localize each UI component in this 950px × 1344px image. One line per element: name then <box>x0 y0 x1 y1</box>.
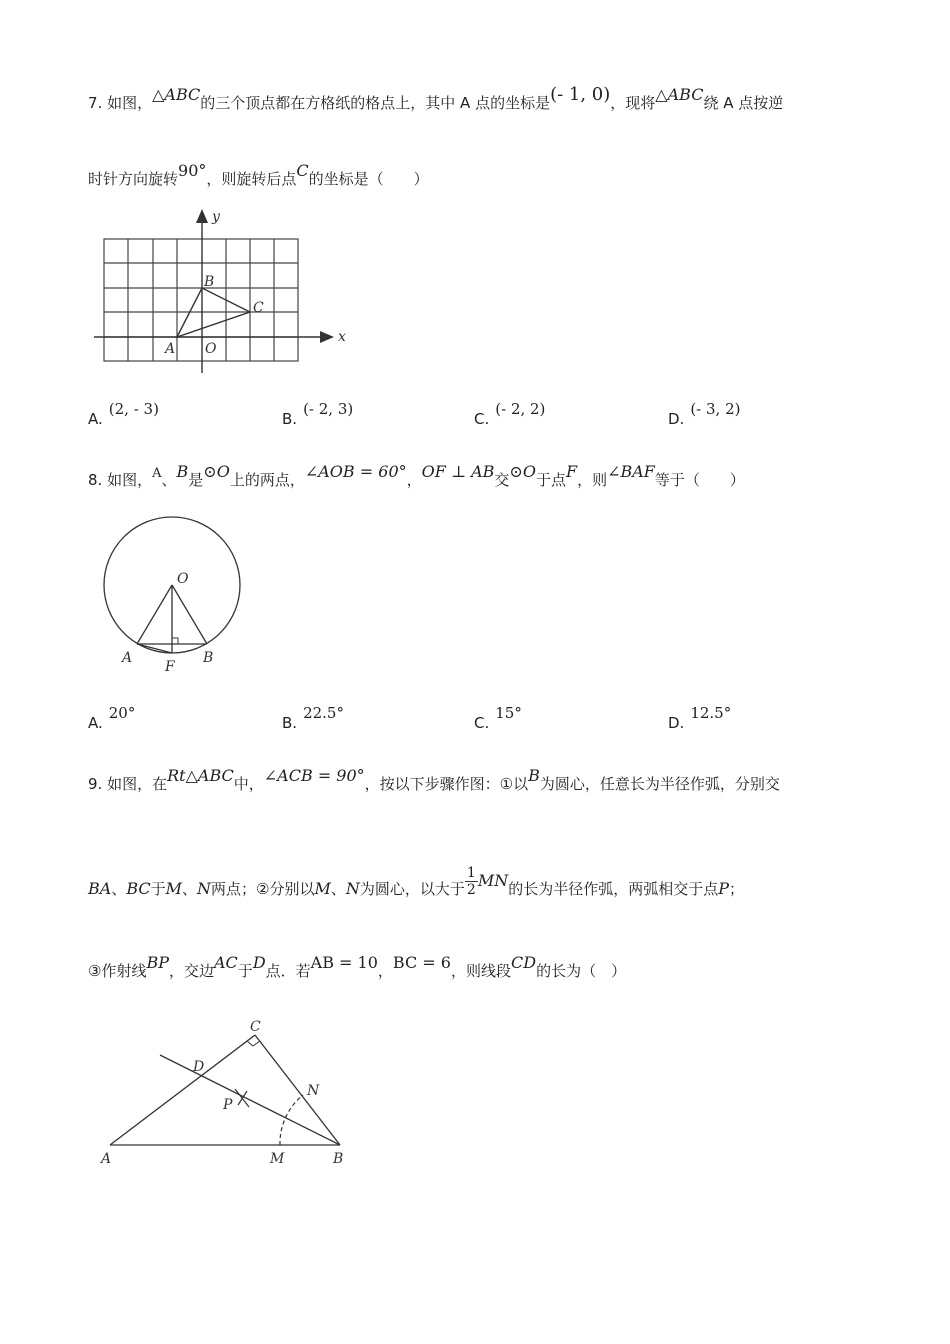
label-x: x <box>338 329 346 345</box>
label-c: C <box>253 300 264 316</box>
q8-option-a[interactable]: A.20° <box>88 704 136 732</box>
label-b: B <box>203 650 214 666</box>
label-a: A <box>101 1151 112 1167</box>
q9-triangle-figure <box>95 1015 360 1170</box>
q7-line1: 7. 如图，△ABC的三个顶点都在方格纸的格点上，其中 A 点的坐标是(- 1, 0)，现将△ABC绕 A 点按逆 <box>88 84 784 112</box>
arc-mn <box>280 1095 303 1145</box>
label-b: B <box>204 274 215 290</box>
label-n: N <box>307 1083 320 1099</box>
q7-option-c[interactable]: C.(- 2, 2) <box>474 400 546 428</box>
ray-bp <box>160 1055 340 1145</box>
q7-option-b[interactable]: B.(- 2, 3) <box>282 400 354 428</box>
q9-line3: ③作射线BP，交边AC于D点．若AB = 10，BC = 6，则线段CD的长为（ ） <box>88 953 627 980</box>
y-axis-arrow-icon <box>196 209 208 223</box>
q7-number: 7. <box>88 94 103 112</box>
label-b: B <box>333 1151 344 1167</box>
q8-line1: 8. 如图，A、B是⊙O上的两点，∠AOB = 60°，OF ⊥ AB交⊙O于点F，则∠BAF等于（ ） <box>88 462 745 489</box>
q9-line1: 9. 如图，在Rt△ABC中，∠ACB = 90°，按以下步骤作图：①以B为圆心，任意长为半径作弧，分别交 <box>88 766 780 793</box>
label-o: O <box>177 571 189 587</box>
q8-option-d[interactable]: D.12.5° <box>668 704 732 732</box>
label-c: C <box>250 1019 261 1035</box>
x-axis-arrow-icon <box>320 331 334 343</box>
fraction-one-half: $\frac{1}{2}$ <box>466 865 476 898</box>
q8-option-b[interactable]: B.22.5° <box>282 704 344 732</box>
right-angle-mark <box>247 1041 260 1046</box>
q8-option-c[interactable]: C.15° <box>474 704 522 732</box>
label-a: A <box>165 341 176 357</box>
right-angle-mark <box>172 638 178 644</box>
label-d: D <box>193 1059 205 1075</box>
q9-line2: BA、BC于M、N两点；②分别以M、N为圆心，以大于 $\frac{1}{2}$ MN的长为半径作弧，两弧相交于点P； <box>88 865 745 898</box>
label-f: F <box>165 659 175 675</box>
q9-number: 9. <box>88 775 103 793</box>
label-m: M <box>270 1151 285 1167</box>
q7-line2: 时针方向旋转90°，则旋转后点C的坐标是（ ） <box>88 161 429 188</box>
q7-grid-figure <box>90 205 360 380</box>
q7-option-d[interactable]: D.(- 3, 2) <box>668 400 741 428</box>
q8-circle-figure <box>100 515 250 680</box>
q8-number: 8. <box>88 471 103 489</box>
q7-option-a[interactable]: A.(2, - 3) <box>88 400 159 428</box>
label-p: P <box>223 1097 233 1113</box>
label-a: A <box>122 650 133 666</box>
label-o: O <box>205 341 217 357</box>
label-y: y <box>212 209 220 225</box>
